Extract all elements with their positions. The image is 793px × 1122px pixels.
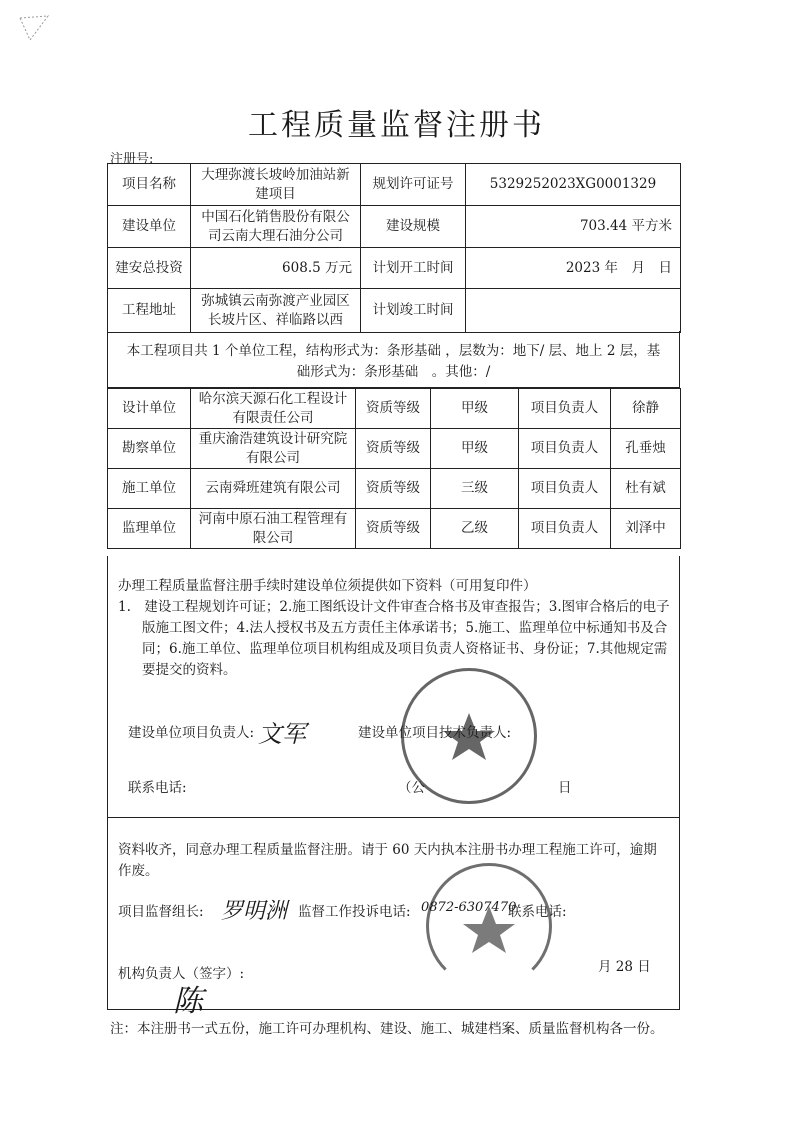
contact-label: 联系电话: <box>508 904 567 920</box>
project-description <box>107 331 680 388</box>
basic-info-table <box>107 163 681 333</box>
qualification-label: 资质等级 <box>356 509 431 549</box>
qualification-label: 资质等级 <box>356 389 431 429</box>
lead-label: 项目负责人 <box>519 509 611 549</box>
qualification-value: 甲级 <box>431 429 519 469</box>
lead-name: 徐静 <box>611 389 681 429</box>
qualification-label: 资质等级 <box>356 429 431 469</box>
start-label: 计划开工时间 <box>361 248 466 289</box>
agency-head-signature: 陈 <box>173 984 203 1019</box>
project-name-label: 项目名称 <box>108 164 191 206</box>
investment-label: 建安总投资 <box>108 248 191 289</box>
party-role: 设计单位 <box>108 389 191 429</box>
agency-seal <box>426 863 552 989</box>
qualification-value: 三级 <box>431 469 519 509</box>
party-role: 勘察单位 <box>108 429 191 469</box>
lead-name: 刘泽中 <box>611 509 681 549</box>
lead-name: 孔垂烛 <box>611 429 681 469</box>
permit-number: 5329252023XG0001329 <box>466 164 681 206</box>
requirements-line-3: 同；6.施工单位、监理单位项目机构组成及项目负责人资格证书、身份证；7.其他规定需 <box>142 641 668 657</box>
lead-label: 项目负责人 <box>519 389 611 429</box>
party-name: 重庆渝浩建筑设计研究院有限公司 <box>191 429 356 469</box>
approval-date: 月 28 日 <box>598 959 651 975</box>
builder-day-label: 日 <box>558 780 572 796</box>
builder-name: 中国石化销售股份有限公司云南大理石油分公司 <box>191 206 361 248</box>
qualification-label: 资质等级 <box>356 469 431 509</box>
page-title: 工程质量监督注册书 <box>248 108 545 143</box>
party-role: 监理单位 <box>108 509 191 549</box>
lead-label: 项目负责人 <box>519 429 611 469</box>
party-row <box>108 469 681 509</box>
qualification-value: 甲级 <box>431 389 519 429</box>
binding-mark-icon <box>18 12 54 44</box>
agency-head-label: 机构负责人（签字）: <box>118 966 245 982</box>
registration-number-label: 注册号: <box>110 152 154 167</box>
footnote: 注：本注册书一式五份，施工许可办理机构、建设、施工、城建档案、质量监督机构各一份。 <box>110 1021 664 1037</box>
scale-value: 703.44 平方米 <box>466 206 681 248</box>
complaint-label: 监督工作投诉电话: <box>298 904 411 920</box>
project-name: 大理弥渡长坡岭加油站新建项目 <box>191 164 361 206</box>
seal-caption: （公 <box>398 780 425 796</box>
approval-section <box>107 818 680 1019</box>
builder-tech-lead-label: 建设单位项目技术负责人: <box>358 725 512 741</box>
requirements-line-4: 要提交的资料。 <box>142 662 237 678</box>
approval-line-2: 作废。 <box>118 863 159 879</box>
requirements-line-1: 1. 建设工程规划许可证；2.施工图纸设计文件审查合格书及审查报告；3.图审合格后的电子 <box>118 599 670 615</box>
complaint-phone: 0872-6307470 <box>421 900 517 915</box>
party-role: 施工单位 <box>108 469 191 509</box>
approval-line-1: 资料收齐，同意办理工程质量监督注册。请于 60 天内执本注册书办理工程施工许可，逾期 <box>118 842 657 858</box>
builder-lead-signature: 文军 <box>258 720 306 748</box>
start-time: 2023 年 月 日 <box>466 248 681 289</box>
scale-label: 建设规模 <box>361 206 466 248</box>
parties-table <box>107 388 681 549</box>
builder-phone-label: 联系电话: <box>128 780 187 796</box>
party-row <box>108 429 681 469</box>
lead-label: 项目负责人 <box>519 469 611 509</box>
address-value: 弥城镇云南弥渡产业园区长坡片区、祥临路以西 <box>191 289 361 333</box>
supervisor-label: 项目监督组长: <box>118 904 204 920</box>
party-name: 河南中原石油工程管理有限公司 <box>191 509 356 549</box>
permit-label: 规划许可证号 <box>361 164 466 206</box>
investment-value: 608.5 万元 <box>191 248 361 289</box>
corner-mark <box>18 12 54 44</box>
party-name: 云南舜班建筑有限公司 <box>191 469 356 509</box>
address-label: 工程地址 <box>108 289 191 333</box>
party-name: 哈尔滨天源石化工程设计有限责任公司 <box>191 389 356 429</box>
qualification-value: 乙级 <box>431 509 519 549</box>
finish-label: 计划竣工时间 <box>361 289 466 333</box>
builder-lead-label: 建设单位项目负责人: <box>128 725 255 741</box>
builder-label: 建设单位 <box>108 206 191 248</box>
lead-name: 杜有斌 <box>611 469 681 509</box>
supervisor-signature: 罗明洲 <box>221 899 288 924</box>
builder-section <box>107 556 680 818</box>
party-row <box>108 389 681 429</box>
party-row <box>108 509 681 549</box>
requirements-heading: 办理工程质量监督注册手续时建设单位须提供如下资料（可用复印件） <box>118 578 537 594</box>
description-line-1: 本工程项目共 1 个单位工程，结构形式为：条形基础 ，层数为：地下/ 层、地上 2 层，基 <box>126 343 661 359</box>
seal-star-icon <box>429 866 549 986</box>
requirements-line-2: 版施工图文件；4.法人授权书及五方责任主体承诺书；5.施工、监理单位中标通知书及合 <box>142 620 668 636</box>
finish-time <box>466 289 681 333</box>
description-line-2: 础形式为：条形基础 。其他：/ <box>296 364 491 380</box>
